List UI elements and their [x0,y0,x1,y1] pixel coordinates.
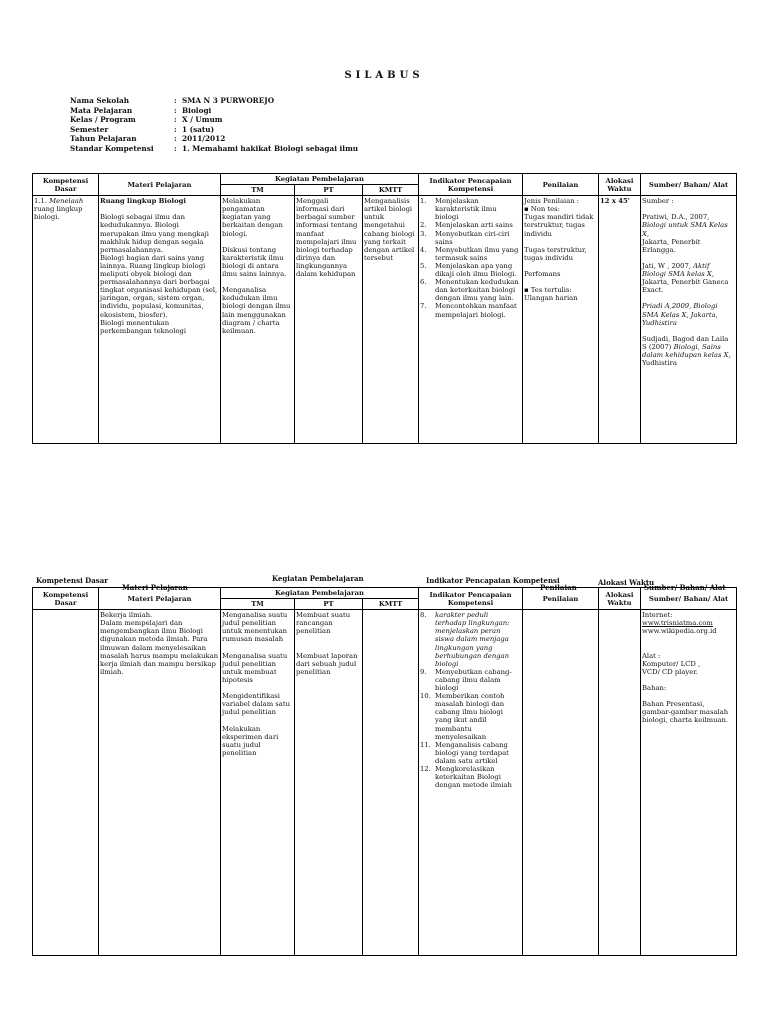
meta-key: Kelas / Program [70,115,136,125]
materi-body: Biologi sebagai ilmu dan kedudukannya. Biologi merupakan ilmu yang mengkaji makhluk hidup dengan segala permasalahannya. Biologi bagian dari sains yang lainnya. Ruang lingkup biologi meliputi obyek biologi dan permasalahannya dari berbagai tingkat organisasi kehidupan (sel, jaringan, organ, sistem organ, individu, populasi, komunitas, ekosistem, biosfer). Biologi menentukan perkembangan teknologi [100,213,218,335]
header-kmtt: KMTT [363,599,419,610]
indikator-cell [419,196,523,444]
header-penilaian: Penilaian [523,174,599,196]
header-kegiatan: Kegiatan Pembelajaran [221,174,419,185]
indikator-item: 6. Menentukan kedudukan dan keterkaitan biologi dengan ilmu yang lain. [420,278,519,303]
meta-value: Biologi [182,105,212,115]
header-indikator: Indikator Pencapaian Kompetensi [419,588,523,610]
indikator-item: 1. Menjelaskan karakteristik ilmu biologi [420,197,497,222]
meta-value: 2011/2012 [182,134,226,144]
meta-value: SMA N 3 PURWOREJO [182,96,275,105]
meta-row [70,106,358,116]
meta-value: 1. Memahami hakikat Biologi sebagai ilmu [182,143,359,153]
header-kd: Kompetensi Dasar [33,588,99,610]
syllabus-table-2 [32,587,737,956]
header-kd: Kompetensi Dasar [33,174,99,196]
penilaian-cell: Jenis Penilaian : ▪ Non tes: Tugas mandiri tidak terstruktur, tugas individu Tugas terstruktur, tugas individu Perfomans ▪ Tes tertulis: Ulangan harian [523,196,599,444]
indikator-cell: 8. karakter peduli terhadap lingkungan: menjelaskan peran siswa dalam menjaga lingkungan yang berhubungan dengan biologi 9. Menyebutkan cabang-cabang ilmu dalam biologi 10. Memberikan contoh masalah biologi dan cabang ilmu biologi yang ikut andil membantu menyelesaikan 11. Menganalisis cabang biologi yang terdapat dalam satu artikel 12. Mengkorelasikan keterkaitan Biologi dengan metode ilmiah [419,610,523,956]
header-pt: PT [295,599,363,610]
header-alokasi: Alokasi Waktu [599,588,641,610]
meta-colon: : [174,124,177,134]
header-sumber: Sumber/ Bahan/ Alat [641,588,737,610]
syllabus-table-1 [32,173,737,444]
ghost-sumber: Sumber/ Bahan/ Alat [644,583,726,592]
meta-row [70,115,358,125]
ghost-penilaian: Penilaian [540,583,577,592]
header-penilaian: Penilaian [523,588,599,610]
header-tm: TM [221,599,295,610]
indikator-item: 10. Memberikan contoh masalah biologi dan cabang ilmu biologi yang ikut andil membantu menyelesaikan [420,692,505,741]
ghost-kd: Kompetensi Dasar [36,576,108,585]
meta-colon: : [174,105,177,115]
alokasi-cell: 12 x 45' [599,196,641,444]
meta-key: Tahun Pelajaran [70,134,137,144]
kmtt-cell: Menganalisis artikel biologi untuk mengetahui cabang biologi yang terkait dengan artikel tersebut [363,196,419,444]
materi-cell: Bekerja ilmiah. Dalam mempelajari dan mengembangkan ilmu Biologi digunakan metoda ilmiah. Para ilmuwan dalam menyelesaikan masalah harus mampu melakukan kerja ilmiah dan mampu bersikap ilmiah. [99,610,221,956]
meta-row [70,134,358,144]
meta-key: Standar Kompetensi [70,143,154,153]
meta-block [70,96,358,154]
ghost-materi: Materi Pelajaran [122,583,188,592]
materi-cell [99,196,221,444]
meta-colon: : [174,134,177,144]
ghost-indikator: Indikator Pencapaian Kompetensi [426,576,560,585]
materi-title: Ruang lingkup Biologi [100,197,186,206]
sumber-cell: Sumber : Pratiwi, D.A., 2007, Biologi untuk SMA Kelas X, Jakarta, Penerbit Erlangga. Jati, W , 2007, Aktif Biologi SMA kelas X, Jakarta, Penerbit Ganeca Exact. Priadi A,2009, Biologi SMA Kelas X, Jakarta, Yudhistira Sudjadi, Bagod dan Laila S (2007) Biologi, Sains dalam kehidupan kelas X, Yudhistira [641,196,737,444]
indikator-item: 9. Menyebutkan cabang-cabang ilmu dalam biologi [420,667,512,693]
indikator-item: 2. Menjelaskan arti sains [420,221,513,230]
header-alokasi: Alokasi Waktu [599,174,641,196]
meta-row [70,96,358,106]
header-kmtt: KMTT [363,185,419,196]
meta-value: 1 (satu) [182,124,215,134]
tm-cell: Melakukan pengamatan kegiatan yang berkaitan dengan biologi. Diskusi tentang karakteristik ilmu biologi di antara ilmu sains lainnya. Menganalisa kedudukan ilmu biologi dengan ilmu lain menggunakan diagram / charta keilmuan. [221,196,295,444]
ghost-alokasi: Alokasi Waktu [598,578,655,587]
kmtt-cell [363,610,419,956]
indikator-8: karakter peduli terhadap lingkungan: menjelaskan peran siswa dalam menjaga lingkungan yang berhubungan dengan biologi [435,611,510,668]
pt-cell: Membuat suatu rancangan penelitian Membuat laporan dari sebuah judul penelitian [295,610,363,956]
header-kegiatan: Kegiatan Pembelajaran [221,588,419,599]
indikator-item: 5. Menjelaskan apa yang dikaji oleh ilmu Biologi. [420,261,517,279]
meta-key: Semester [70,124,109,134]
kd-cell: 1.1. Menelaah ruang lingkup biologi. [33,196,99,444]
indikator-item: 3. Menyebutkan ciri-ciri sains [420,229,510,246]
indikator-item: 12. Mengkorelasikan keterkaitan Biologi dengan metode ilmiah [420,764,512,790]
meta-key: Mata Pelajaran [70,105,133,115]
header-tm: TM [221,185,295,196]
meta-colon: : [174,96,177,105]
meta-key: Nama Sekolah [70,96,130,105]
alokasi-cell [599,610,641,956]
meta-row [70,125,358,135]
header-materi: Materi Pelajaran [99,588,221,610]
meta-row [70,144,358,154]
meta-colon: : [174,143,177,153]
header-materi: Materi Pelajaran [99,174,221,196]
link-trisniatma[interactable]: www.trisniatma.com [642,619,713,628]
pt-cell: Menggali informasi dari berbagai sumber informasi tentang manfaat mempelajari ilmu biologi terhadap dirinya dan lingkungannya dalam kehidupan [295,196,363,444]
page-title: SILABUS [344,70,424,81]
penilaian-cell [523,610,599,956]
indikator-item: 11. Menganalisis cabang biologi yang terdapat dalam satu artikel [420,740,509,765]
link-wikipedia[interactable]: www.wikipedia.org.id [642,627,717,636]
sumber-cell: Internet: www.trisniatma.com www.wikipedia.org.id Alat : Komputer/ LCD , VCD/ CD player. Bahan: Bahan Presentasi, gambar-gambar masalah biologi, charta keilmuan. [641,610,737,956]
tm-cell: Menganalisa suatu judul penelitian untuk menentukan rumusan masalah Menganalisa suatu judul penelitian untuk membuat hipotesis Mengidentifikasi variabel dalam satu judul penelitian Melakukan eksperimen dari suatu judul penelitian [221,610,295,956]
header-pt: PT [295,185,363,196]
meta-value: X / Umum [182,115,223,125]
ghost-kegiatan: Kegiatan Pembelajaran [272,574,364,583]
indikator-item: 7. Mencontohkan manfaat mempelajari biologi. [420,302,517,319]
meta-colon: : [174,115,177,125]
header-sumber: Sumber/ Bahan/ Alat [641,174,737,196]
header-indikator: Indikator Pencapaian Kompetensi [419,174,523,196]
indikator-item: 4. Menyebutkan ilmu yang termasuk sains [420,245,519,262]
kd-cell [33,610,99,956]
